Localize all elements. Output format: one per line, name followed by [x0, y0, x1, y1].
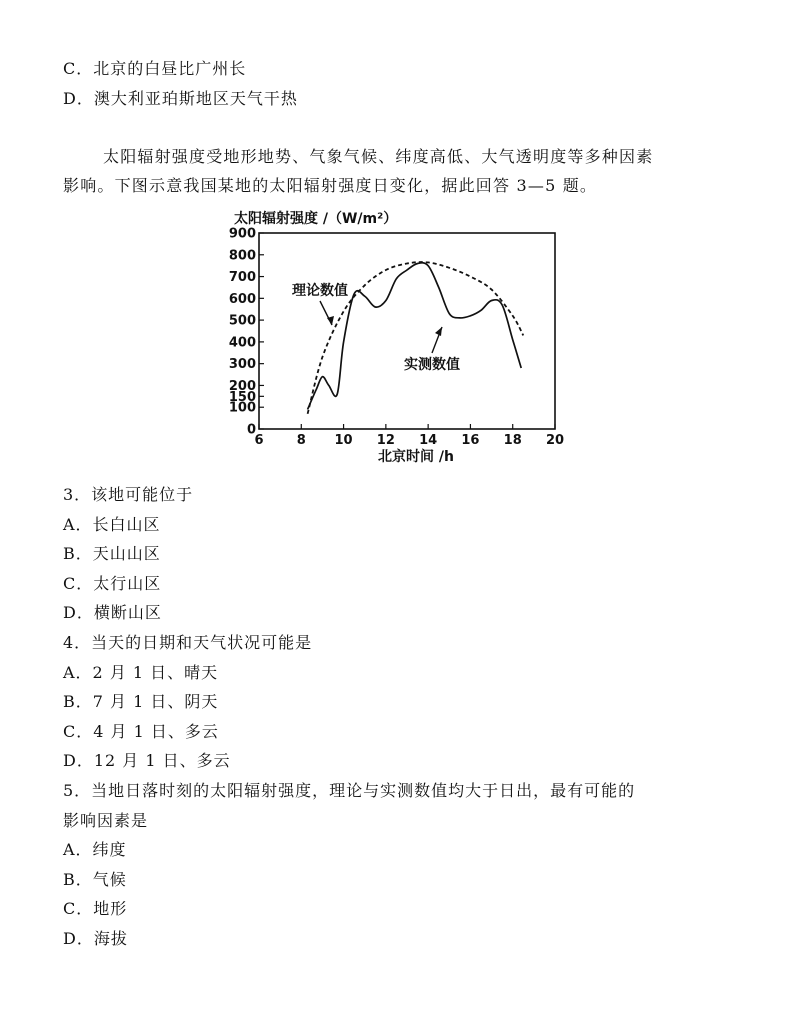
y-tick-label: 150: [228, 389, 256, 405]
y-tick-label: 500: [228, 313, 256, 329]
measured-label-arrowhead: [435, 327, 442, 336]
question-4-option-a: A．2 月 1 日、晴天: [63, 662, 219, 682]
intro-line-1: 太阳辐射强度受地形地势、气象气候、纬度高低、大气透明度等多种因素: [103, 147, 654, 166]
question-4-option-b: B．7 月 1 日、阴天: [63, 692, 219, 712]
question-5-stem: 影响因素是: [63, 810, 149, 830]
y-tick-label: 700: [228, 270, 256, 286]
question-3-option-c: C．太行山区: [63, 573, 162, 593]
prev-option-c: C．北京的白昼比广州长: [63, 59, 247, 78]
radiation-chart: [228, 205, 573, 467]
question-5-option-d: D．海拔: [63, 929, 128, 948]
question-3-option-b: B．天山山区: [63, 544, 161, 564]
y-tick-label: 800: [228, 248, 256, 264]
question-4-option-c: C．4 月 1 日、多云: [63, 721, 219, 741]
y-tick-label: 100: [228, 400, 256, 416]
question-3-option-d: D．横断山区: [63, 603, 162, 623]
prev-option-d: D．澳大利亚珀斯地区天气干热: [63, 89, 298, 108]
x-tick-label: 10: [334, 433, 353, 448]
question-5-option-b: B．气候: [63, 869, 127, 889]
question-5-option-a: A．纬度: [63, 840, 127, 860]
x-tick-label: 16: [461, 433, 480, 448]
axis-ticks: [229, 227, 564, 449]
y-tick-label: 300: [228, 357, 256, 373]
y-tick-label: 600: [228, 291, 256, 307]
chart-title: 太阳辐射强度 /（W/m²）: [234, 211, 398, 227]
y-tick-label: 900: [228, 226, 256, 242]
question-5-stem: 5．当地日落时刻的太阳辐射强度，理论与实测数值均大于日出，最有可能的: [63, 781, 636, 800]
x-tick-label: 12: [376, 433, 395, 448]
question-5-option-c: C．地形: [63, 899, 128, 919]
measured-series-label: 实测数值: [404, 357, 460, 373]
x-tick-label: 18: [503, 433, 522, 448]
x-tick-label: 14: [419, 433, 438, 448]
theory-series-label: 理论数值: [292, 283, 348, 299]
y-tick-label: 400: [228, 335, 256, 351]
y-tick-label: 0: [246, 422, 256, 438]
x-tick-label: 8: [296, 433, 306, 448]
y-tick-label: 200: [228, 378, 256, 394]
question-3-stem: 3．该地可能位于: [63, 485, 194, 504]
question-3-option-a: A．长白山区: [63, 514, 161, 534]
question-4-option-d: D．12 月 1 日、多云: [63, 751, 231, 771]
question-4-stem: 4．当天的日期和天气状况可能是: [63, 633, 313, 652]
x-axis-label: 北京时间 /h: [378, 449, 454, 465]
intro-paragraph: [63, 142, 743, 200]
x-tick-label: 6: [254, 433, 264, 448]
intro-line-2: 影响。下图示意我国某地的太阳辐射强度日变化，据此回答 3—5 题。: [63, 176, 598, 195]
x-tick-label: 20: [545, 433, 565, 448]
